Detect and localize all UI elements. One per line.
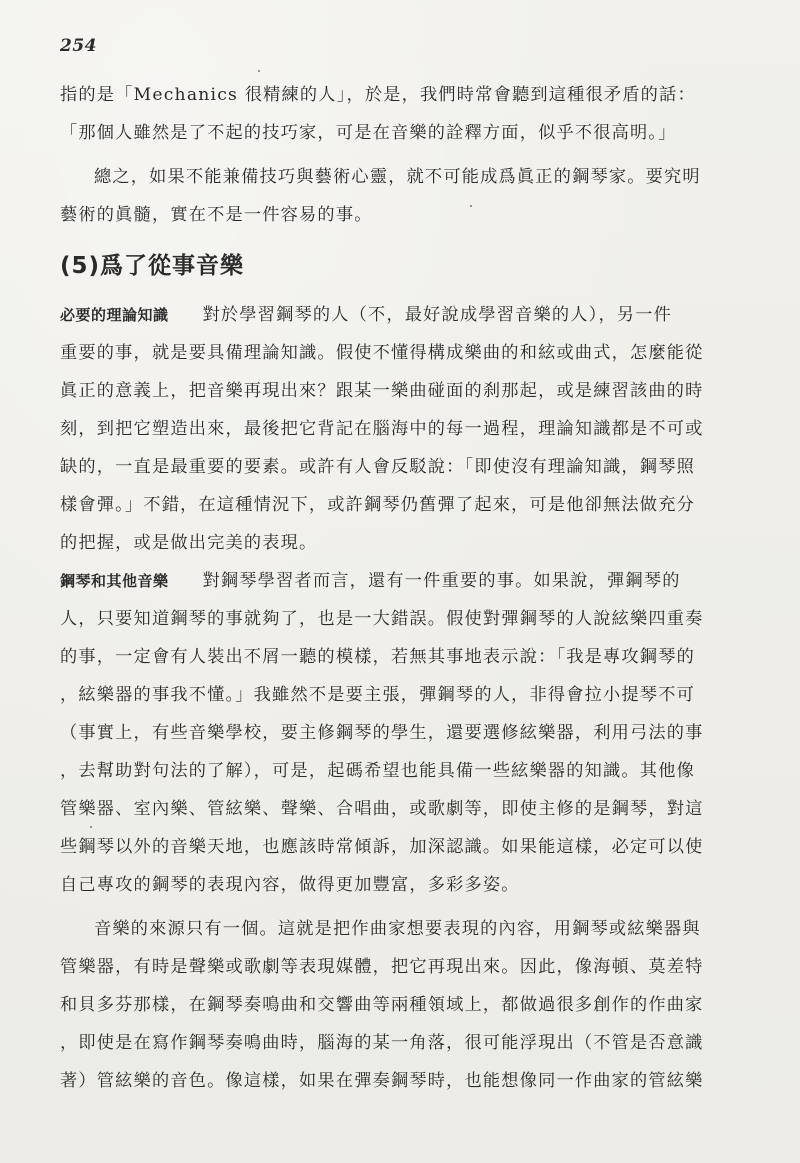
- text-line: 藝術的眞髓，實在不是一件容易的事。: [60, 205, 373, 225]
- text-line: ，去幫助對句法的了解），可是，起碼希望也能具備一些絃樂器的知識。其他像: [60, 761, 695, 781]
- text-line: 刻，到把它塑造出來，最後把它背記在腦海中的每一過程，理論知識都是不可或: [60, 419, 704, 439]
- text-line: 總之，如果不能兼備技巧與藝術心靈，就不可能成爲眞正的鋼琴家。要究明: [94, 167, 701, 187]
- page-number: 254: [60, 36, 97, 56]
- page-body: [60, 76, 745, 1100]
- conclusion-paragraph: [60, 158, 745, 234]
- text-line-rest: 對鋼琴學習者而言，還有一件重要的事。如果說，彈鋼琴的: [202, 571, 681, 591]
- text-line: 重要的事，就是要具備理論知識。假使不懂得構成樂曲的和絃或曲式，怎麼能從: [60, 343, 704, 363]
- text-line: 自己專攻的鋼琴的表現內容，做得更加豐富，多彩多姿。: [60, 875, 520, 895]
- closing-paragraph: [60, 910, 745, 1100]
- print-speck: [258, 70, 260, 72]
- text-line: （事實上，有些音樂學校，要主修鋼琴的學生，還要選修絃樂器，利用弓法的事: [60, 723, 704, 743]
- section-number: (5): [60, 253, 101, 279]
- text-line: 管樂器、室內樂、管絃樂、聲樂、合唱曲，或歌劇等，即使主修的是鋼琴，對這: [60, 799, 704, 819]
- text-line: 人，只要知道鋼琴的事就夠了，也是一大錯誤。假使對彈鋼琴的人說絃樂四重奏: [60, 609, 704, 629]
- piano-and-other-music-paragraph: [60, 562, 745, 904]
- text-line: 「那個人雖然是了不起的技巧家，可是在音樂的詮釋方面，似乎不很高明。」: [60, 123, 677, 143]
- text-line: 管樂器，有時是聲樂或歌劇等表現媒體，把它再現出來。因此，像海頓、莫差特: [60, 957, 704, 977]
- text-line: ，絃樂器的事我不懂。」我雖然不是要主張，彈鋼琴的人，非得會拉小提琴不可: [60, 685, 695, 705]
- text-line: 著）管絃樂的音色。像這樣，如果在彈奏鋼琴時，也能想像同一作曲家的管絃樂: [60, 1071, 704, 1091]
- text-line: [60, 296, 745, 334]
- subsection-heading: 必要的理論知識: [60, 306, 169, 324]
- text-line: 的事，一定會有人裝出不屑一聽的模樣，若無其事地表示說：「我是專攻鋼琴的: [60, 647, 695, 667]
- text-line: ，即使是在寫作鋼琴奏鳴曲時，腦海的某一角落，很可能浮現出（不管是否意識: [60, 1033, 704, 1053]
- text-line: 的把握，或是做出完美的表現。: [60, 533, 318, 553]
- text-line-rest: 對於學習鋼琴的人（不，最好說成學習音樂的人），另一件: [202, 305, 672, 325]
- text-line: 指的是「Mechanics 很精練的人」，於是，我們時常會聽到這種很矛盾的話：: [60, 85, 696, 105]
- text-line: 缺的，一直是最重要的要素。或許有人會反駁說：「即使沒有理論知識，鋼琴照: [60, 457, 695, 477]
- text-line: 些鋼琴以外的音樂天地，也應該時常傾訴，加深認識。如果能這樣，必定可以使: [60, 837, 704, 857]
- theory-knowledge-paragraph: [60, 296, 745, 562]
- text-line: 和貝多芬那樣，在鋼琴奏鳴曲和交響曲等兩種領域上，都做過很多創作的作曲家: [60, 995, 704, 1015]
- section-heading: [60, 246, 745, 286]
- text-line: 樣會彈。」不錯，在這種情況下，或許鋼琴仍舊彈了起來，可是他卻無法做充分: [60, 495, 695, 515]
- subsection-heading: 鋼琴和其他音樂: [60, 572, 169, 590]
- text-line: 眞正的意義上，把音樂再現出來？跟某一樂曲碰面的刹那起，或是練習該曲的時: [60, 381, 704, 401]
- section-title: 爲了從事音樂: [100, 253, 245, 279]
- intro-paragraph: [60, 76, 745, 152]
- text-line: 音樂的來源只有一個。這就是把作曲家想要表現的內容，用鋼琴或絃樂器與: [94, 919, 701, 939]
- text-line: [60, 562, 745, 600]
